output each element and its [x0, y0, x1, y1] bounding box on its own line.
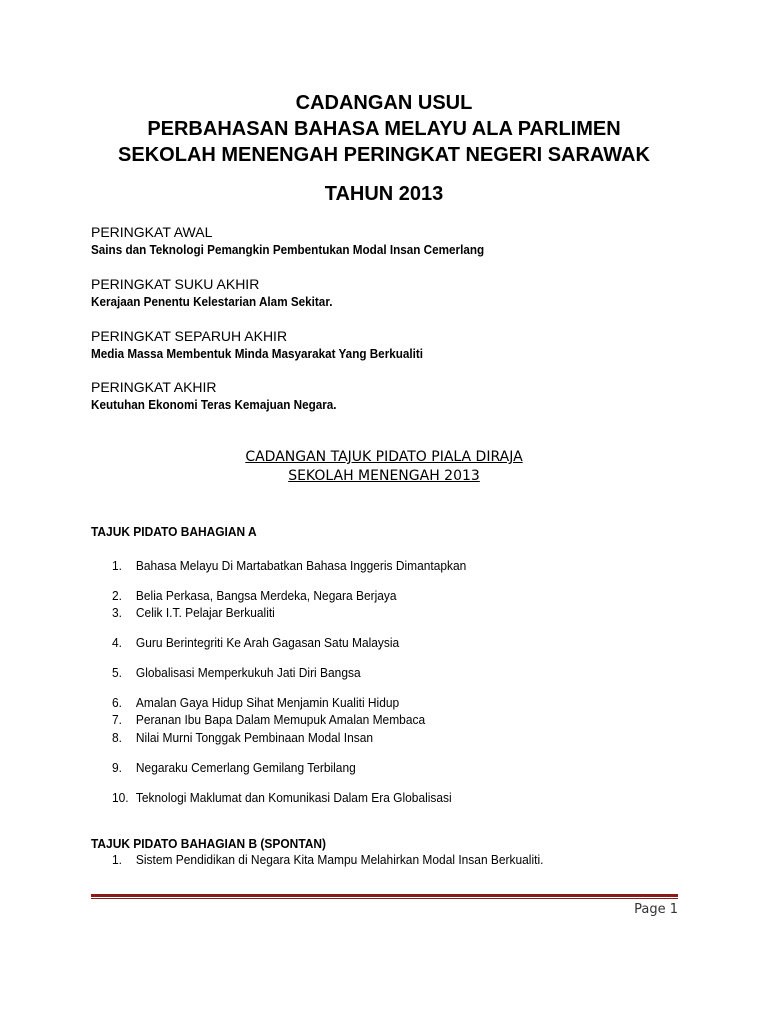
- list-item: [112, 588, 397, 603]
- level-suku-akhir: [91, 276, 359, 310]
- footer-divider-thin: [91, 898, 678, 899]
- item-text: Negaraku Cemerlang Gemilang Terbilang: [135, 760, 356, 775]
- footer-divider: [91, 894, 678, 897]
- level-awal: [91, 224, 528, 258]
- item-text: Belia Perkasa, Bangsa Merdeka, Negara Berjaya: [135, 588, 397, 603]
- pidato-title-line-2: SEKOLAH MENENGAH 2013: [288, 468, 480, 484]
- list-item: [112, 695, 399, 710]
- item-text: Teknologi Maklumat dan Komunikasi Dalam Era Globalisasi: [135, 790, 452, 805]
- item-text: Nilai Murni Tonggak Pembinaan Modal Insan: [135, 730, 374, 745]
- list-item: [112, 635, 399, 650]
- level-name: PERINGKAT SEPARUH AKHIR: [91, 328, 288, 344]
- item-number: 7.: [112, 712, 122, 727]
- item-text: Globalisasi Memperkukuh Jati Diri Bangsa: [135, 665, 361, 680]
- section-a-heading: TAJUK PIDATO BAHAGIAN A: [91, 524, 257, 539]
- level-name: PERINGKAT SUKU AKHIR: [91, 276, 260, 292]
- item-text: Amalan Gaya Hidup Sihat Menjamin Kualiti Hidup: [135, 695, 400, 710]
- list-item: [112, 712, 425, 727]
- title-line-3: SEKOLAH MENENGAH PERINGKAT NEGERI SARAWAK: [118, 144, 650, 166]
- title-line-2: PERBAHASAN BAHASA MELAYU ALA PARLIMEN: [147, 118, 621, 140]
- item-text: Bahasa Melayu Di Martabatkan Bahasa Inggeris Dimantapkan: [135, 558, 467, 573]
- list-item: [112, 852, 543, 867]
- item-number: 6.: [112, 695, 122, 710]
- item-text: Celik I.T. Pelajar Berkualiti: [135, 605, 275, 620]
- item-number: 4.: [112, 635, 122, 650]
- page-number: Page 1: [634, 902, 678, 917]
- pidato-title-line-1: CADANGAN TAJUK PIDATO PIALA DIRAJA: [245, 449, 523, 465]
- title-line-1: CADANGAN USUL: [295, 92, 473, 114]
- list-item: [112, 760, 356, 775]
- document-title: [0, 90, 768, 168]
- item-number: 10.: [112, 790, 129, 805]
- item-number: 3.: [112, 605, 122, 620]
- list-item: [112, 605, 275, 620]
- item-number: 8.: [112, 730, 122, 745]
- item-text: Sistem Pendidikan di Negara Kita Mampu Melahirkan Modal Insan Berkualiti.: [135, 852, 544, 867]
- item-text: Peranan Ibu Bapa Dalam Memupuk Amalan Membaca: [135, 712, 426, 727]
- level-topic: Kerajaan Penentu Kelestarian Alam Sekitar.: [91, 294, 333, 309]
- item-number: 5.: [112, 665, 122, 680]
- document-year: TAHUN 2013: [324, 183, 444, 205]
- level-separuh-akhir: [91, 328, 460, 362]
- pidato-title: [0, 448, 768, 486]
- item-number: 1.: [112, 852, 122, 867]
- item-text: Guru Berintegriti Ke Arah Gagasan Satu Malaysia: [135, 635, 400, 650]
- list-item: [112, 665, 361, 680]
- list-item: [112, 730, 373, 745]
- item-number: 9.: [112, 760, 122, 775]
- level-name: PERINGKAT AWAL: [91, 224, 213, 240]
- level-akhir: [91, 379, 364, 413]
- level-topic: Keutuhan Ekonomi Teras Kemajuan Negara.: [91, 397, 337, 412]
- level-name: PERINGKAT AKHIR: [91, 379, 217, 395]
- level-topic: Sains dan Teknologi Pemangkin Pembentukan Modal Insan Cemerlang: [91, 242, 485, 257]
- list-item: [112, 790, 452, 805]
- item-number: 1.: [112, 558, 122, 573]
- item-number: 2.: [112, 588, 122, 603]
- level-topic: Media Massa Membentuk Minda Masyarakat Yang Berkualiti: [91, 346, 424, 361]
- list-item: [112, 558, 466, 573]
- section-b-heading: TAJUK PIDATO BAHAGIAN B (SPONTAN): [91, 836, 327, 851]
